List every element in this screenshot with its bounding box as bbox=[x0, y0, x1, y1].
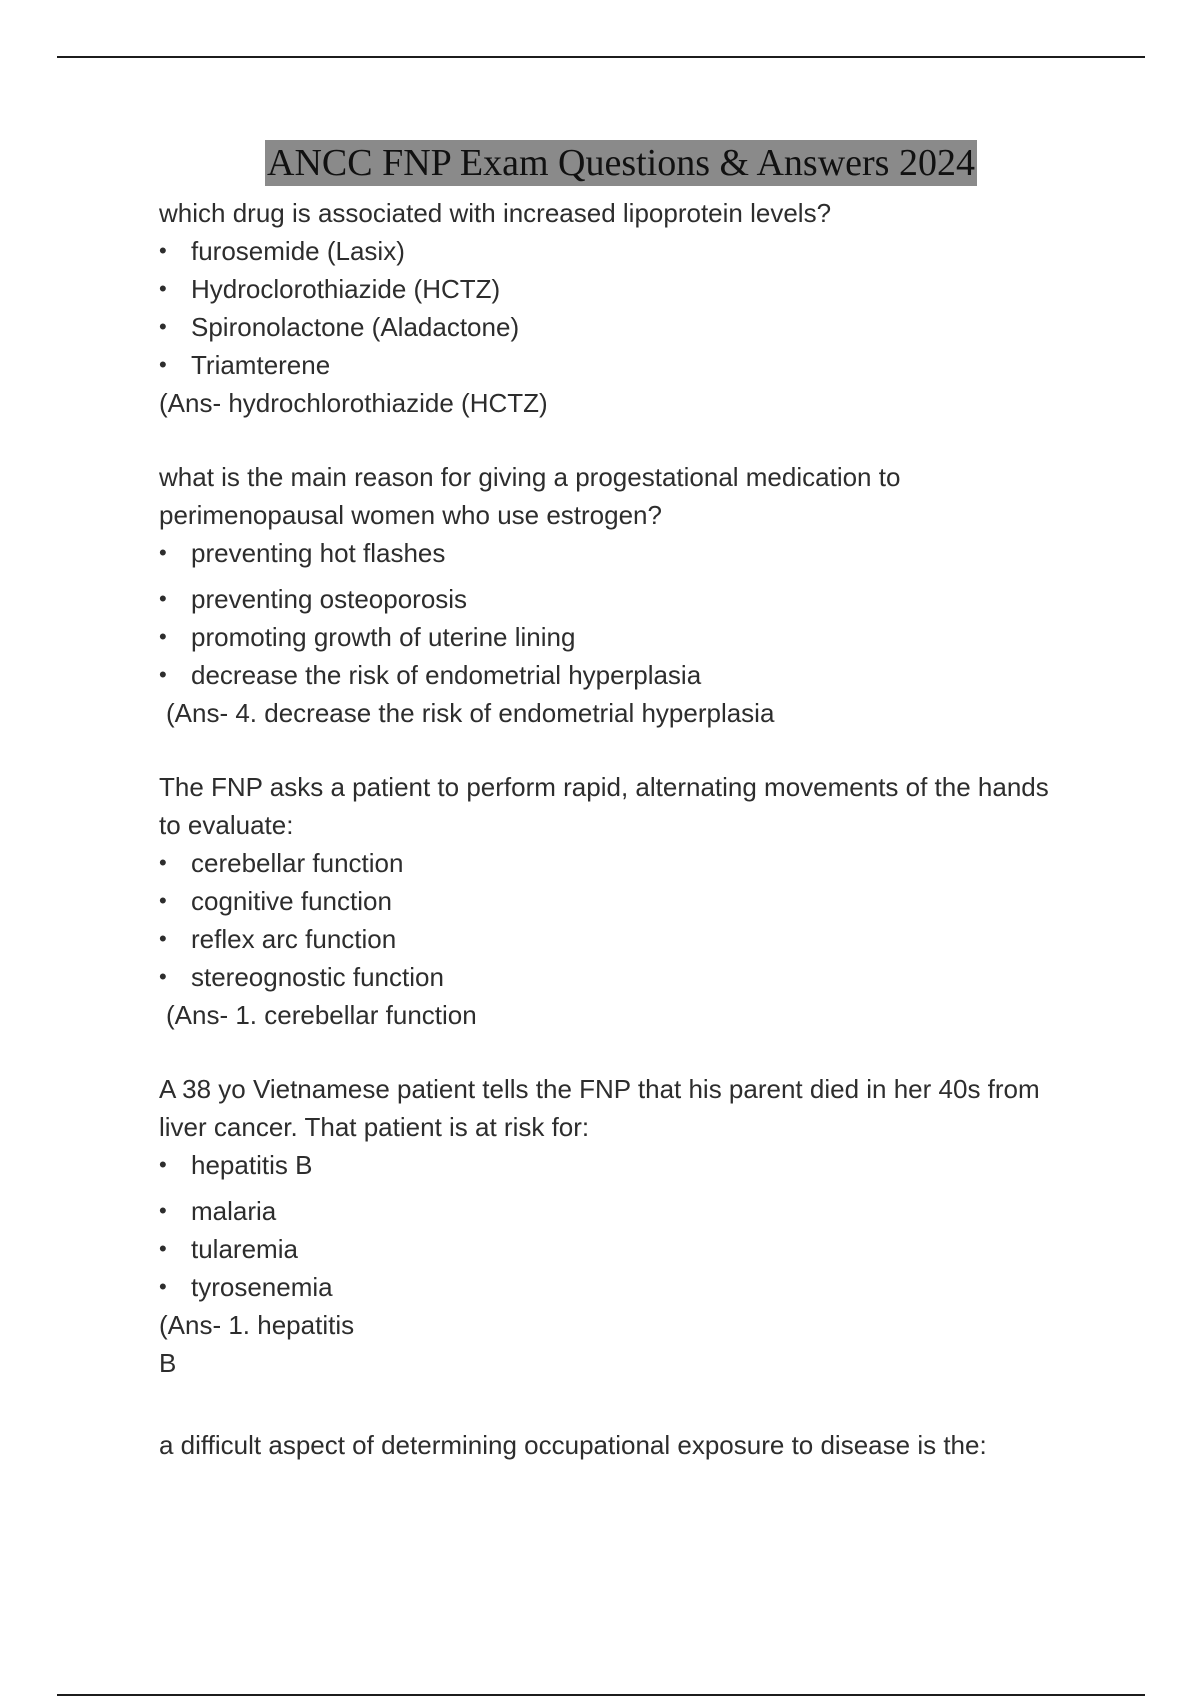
bullet-icon: • bbox=[159, 850, 167, 875]
option-label: tularemia bbox=[191, 1234, 298, 1264]
options-list bbox=[159, 1146, 1059, 1306]
option-label: Hydroclorothiazide (HCTZ) bbox=[191, 274, 501, 304]
question-block bbox=[159, 1070, 1059, 1382]
options-list bbox=[159, 844, 1059, 996]
header-rule bbox=[57, 56, 1145, 58]
option-label: malaria bbox=[191, 1196, 277, 1226]
option-item bbox=[159, 270, 1059, 308]
answer-text: (Ans- 4. decrease the risk of endometrial hyperplasia bbox=[166, 698, 775, 728]
bullet-icon: • bbox=[159, 624, 167, 649]
bullet-icon: • bbox=[159, 238, 167, 263]
option-item bbox=[159, 920, 1059, 958]
bullet-icon: • bbox=[159, 964, 167, 989]
option-label: hepatitis B bbox=[191, 1150, 313, 1180]
bullet-icon: • bbox=[159, 1152, 167, 1177]
option-item bbox=[159, 844, 1059, 882]
question-text: which drug is associated with increased lipoprotein levels? bbox=[159, 198, 832, 228]
bullet-icon: • bbox=[159, 926, 167, 951]
option-label: Triamterene bbox=[191, 350, 331, 380]
options-list bbox=[159, 534, 1059, 694]
option-item bbox=[159, 580, 1059, 618]
document-body bbox=[159, 140, 1059, 1500]
document-title: ANCC FNP Exam Questions & Answers 2024 bbox=[267, 142, 975, 184]
option-item bbox=[159, 1192, 1059, 1230]
question-text: A 38 yo Vietnamese patient tells the FNP that his parent died in her 40s from liver cancer. That patient is at risk for: bbox=[159, 1074, 1040, 1142]
option-item bbox=[159, 534, 1059, 572]
option-item bbox=[159, 882, 1059, 920]
bullet-icon: • bbox=[159, 1236, 167, 1261]
bullet-icon: • bbox=[159, 276, 167, 301]
option-item bbox=[159, 1146, 1059, 1184]
bullet-icon: • bbox=[159, 586, 167, 611]
question-block bbox=[159, 1426, 1059, 1464]
bullet-icon: • bbox=[159, 1198, 167, 1223]
option-label: tyrosenemia bbox=[191, 1272, 333, 1302]
option-label: cognitive function bbox=[191, 886, 392, 916]
option-label: preventing hot flashes bbox=[191, 538, 446, 568]
bullet-icon: • bbox=[159, 888, 167, 913]
question-text: what is the main reason for giving a progestational medication to perimenopausal women who use estrogen? bbox=[159, 462, 901, 530]
option-label: Spironolactone (Aladactone) bbox=[191, 312, 520, 342]
bullet-icon: • bbox=[159, 314, 167, 339]
option-label: stereognostic function bbox=[191, 962, 444, 992]
question-block bbox=[159, 458, 1059, 732]
options-list bbox=[159, 232, 1059, 384]
bullet-icon: • bbox=[159, 540, 167, 565]
question-text: a difficult aspect of determining occupational exposure to disease is the: bbox=[159, 1430, 987, 1460]
question-block bbox=[159, 194, 1059, 422]
answer-text: (Ans- 1. cerebellar function bbox=[166, 1000, 477, 1030]
answer-text: (Ans- 1. hepatitis bbox=[159, 1310, 355, 1340]
option-label: cerebellar function bbox=[191, 848, 404, 878]
option-item bbox=[159, 308, 1059, 346]
option-item bbox=[159, 958, 1059, 996]
bullet-icon: • bbox=[159, 1274, 167, 1299]
bullet-icon: • bbox=[159, 352, 167, 377]
option-label: furosemide (Lasix) bbox=[191, 236, 405, 266]
title-wrap bbox=[0, 140, 1200, 194]
option-item bbox=[159, 1268, 1059, 1306]
bullet-icon: • bbox=[159, 662, 167, 687]
answer-text-continued: B bbox=[159, 1348, 177, 1378]
option-label: decrease the risk of endometrial hyperplasia bbox=[191, 660, 702, 690]
option-item bbox=[159, 232, 1059, 270]
option-item bbox=[159, 346, 1059, 384]
option-item bbox=[159, 1230, 1059, 1268]
question-block bbox=[159, 768, 1059, 1034]
answer-text: (Ans- hydrochlorothiazide (HCTZ) bbox=[159, 388, 548, 418]
footer-rule bbox=[57, 1694, 1145, 1696]
option-item bbox=[159, 618, 1059, 656]
option-label: reflex arc function bbox=[191, 924, 397, 954]
question-text: The FNP asks a patient to perform rapid, alternating movements of the hands to evaluate: bbox=[159, 772, 1049, 840]
option-item bbox=[159, 656, 1059, 694]
option-label: promoting growth of uterine lining bbox=[191, 622, 576, 652]
option-label: preventing osteoporosis bbox=[191, 584, 468, 614]
